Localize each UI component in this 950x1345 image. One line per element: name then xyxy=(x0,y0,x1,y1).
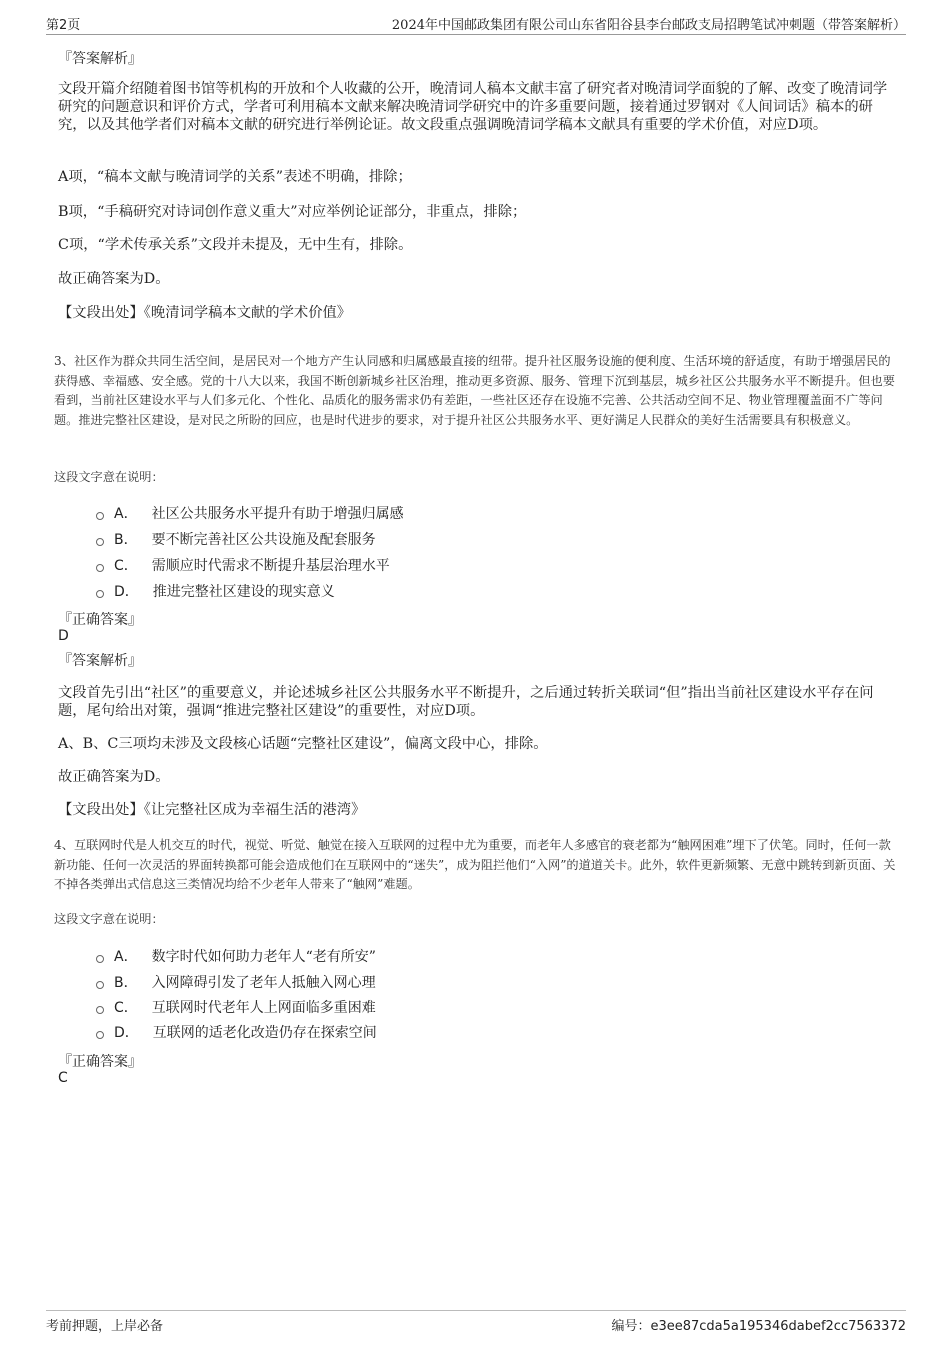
page-header xyxy=(46,14,906,35)
q2-option-b-note: B项，“手稿研究对诗词创作意义重大”对应举例论证部分，非重点，排除； xyxy=(58,204,527,220)
q3-analysis-paragraph: 文段首先引出“社区”的重要意义，并论述城乡社区公共服务水平不断提升，之后通过转折关联词“但”指出当前社区建设水平存在问题，尾句给出对策，强调“推进完整社区建设”的重要性，对应D项。 xyxy=(58,685,874,719)
radio-icon[interactable] xyxy=(96,538,104,546)
radio-icon[interactable] xyxy=(96,590,104,598)
q3-analysis-label: 『答案解析』 xyxy=(58,653,142,669)
q4-option-d[interactable]: D． 互联网的适老化改造仍存在探索空间 xyxy=(96,1022,377,1042)
footer-code: 编号：e3ee87cda5a195346dabef2cc7563372 xyxy=(611,1319,906,1334)
q3-source: 【文段出处】《让完整社区成为幸福生活的港湾》 xyxy=(58,802,366,818)
q4-option-b[interactable]: B． 入网障碍引发了老年人抵触入网心理 xyxy=(96,972,376,992)
q2-option-a-note: A项，“稿本文献与晚清词学的关系”表述不明确，排除； xyxy=(58,169,412,185)
radio-icon[interactable] xyxy=(96,955,104,963)
q3-option-b[interactable]: B． 要不断完善社区公共设施及配套服务 xyxy=(96,529,376,549)
radio-icon[interactable] xyxy=(96,1006,104,1014)
q3-prompt: 这段文字意在说明： xyxy=(54,470,164,484)
q2-analysis-label: 『答案解析』 xyxy=(58,51,142,67)
q2-analysis-paragraph: 文段开篇介绍随着图书馆等机构的开放和个人收藏的公开，晚清词人稿本文献丰富了研究者对晚清词学面貌的了解、改变了晚清词学研究的问题意识和评价方式，学者可利用稿本文献来解决晚清词学研究中的许多重要问题，接着通过罗钢对《人间词话》稿本的研究，以及其他学者们对稿本文献的研究进行举例论证。故文段重点强调晚清词学稿本文献具有重要的学术价值，对应D项。 xyxy=(58,81,888,133)
q3-conclusion: 故正确答案为D。 xyxy=(58,769,170,785)
page-number: 第2页 xyxy=(46,18,81,33)
q3-exclude-note: A、B、C三项均未涉及文段核心话题“完整社区建设”，偏离文段中心，排除。 xyxy=(58,736,548,752)
q4-answer: C xyxy=(58,1070,68,1086)
q2-source: 【文段出处】《晚清词学稿本文献的学术价值》 xyxy=(58,305,352,321)
document-title: 2024年中国邮政集团有限公司山东省阳谷县李台邮政支局招聘笔试冲刺题（带答案解析） xyxy=(391,18,906,33)
q2-conclusion: 故正确答案为D。 xyxy=(58,271,170,287)
q3-option-c[interactable]: C． 需顺应时代需求不断提升基层治理水平 xyxy=(96,555,390,575)
radio-icon[interactable] xyxy=(96,1031,104,1039)
footer-slogan: 考前押题，上岸必备 xyxy=(46,1319,164,1334)
q2-option-c-note: C项，“学术传承关系”文段并未提及，无中生有，排除。 xyxy=(58,237,413,253)
q4-answer-label: 『正确答案』 xyxy=(58,1054,142,1070)
q4-prompt: 这段文字意在说明： xyxy=(54,912,164,926)
q3-option-d[interactable]: D． 推进完整社区建设的现实意义 xyxy=(96,581,335,601)
q3-passage: 3、社区作为群众共同生活空间，是居民对一个地方产生认同感和归属感最直接的纽带。提升社区服务设施的便利度、生活环境的舒适度，有助于增强居民的获得感、幸福感、安全感。党的十八大以来，我国不断创新城乡社区治理，推动更多资源、服务、管理下沉到基层，城乡社区公共服务水平不断提升。但也要看到，当前社区建设水平与人们多元化、个性化、品质化的服务需求仍有差距，一些社区还存在设施不完善、公共活动空间不足、物业管理覆盖面不广等问题。推进完整社区建设，是对民之所盼的回应，也是时代进步的要求，对于提升社区公共服务水平、更好满足人民群众的美好生活需要具有积极意义。 xyxy=(54,354,895,427)
radio-icon[interactable] xyxy=(96,981,104,989)
page-footer xyxy=(46,1310,906,1335)
q3-answer: D xyxy=(58,628,69,644)
q3-answer-label: 『正确答案』 xyxy=(58,612,142,628)
q3-option-a[interactable]: A． 社区公共服务水平提升有助于增强归属感 xyxy=(96,503,404,523)
q4-option-a[interactable]: A． 数字时代如何助力老年人“老有所安” xyxy=(96,946,376,966)
q4-passage: 4、互联网时代是人机交互的时代，视觉、听觉、触觉在接入互联网的过程中尤为重要，而老年人多感官的衰老都为“触网困难”埋下了伏笔。同时，任何一款新功能、任何一次灵活的界面转换都可能会造成他们在互联网中的“迷失”，成为阻拦他们“入网”的道道关卡。此外，软件更新频繁、无意中跳转到新页面、关不掉各类弹出式信息这三类情况均给不少老年人带来了“触网”难题。 xyxy=(54,838,896,892)
radio-icon[interactable] xyxy=(96,512,104,520)
q4-option-c[interactable]: C． 互联网时代老年人上网面临多重困难 xyxy=(96,997,376,1017)
radio-icon[interactable] xyxy=(96,564,104,572)
